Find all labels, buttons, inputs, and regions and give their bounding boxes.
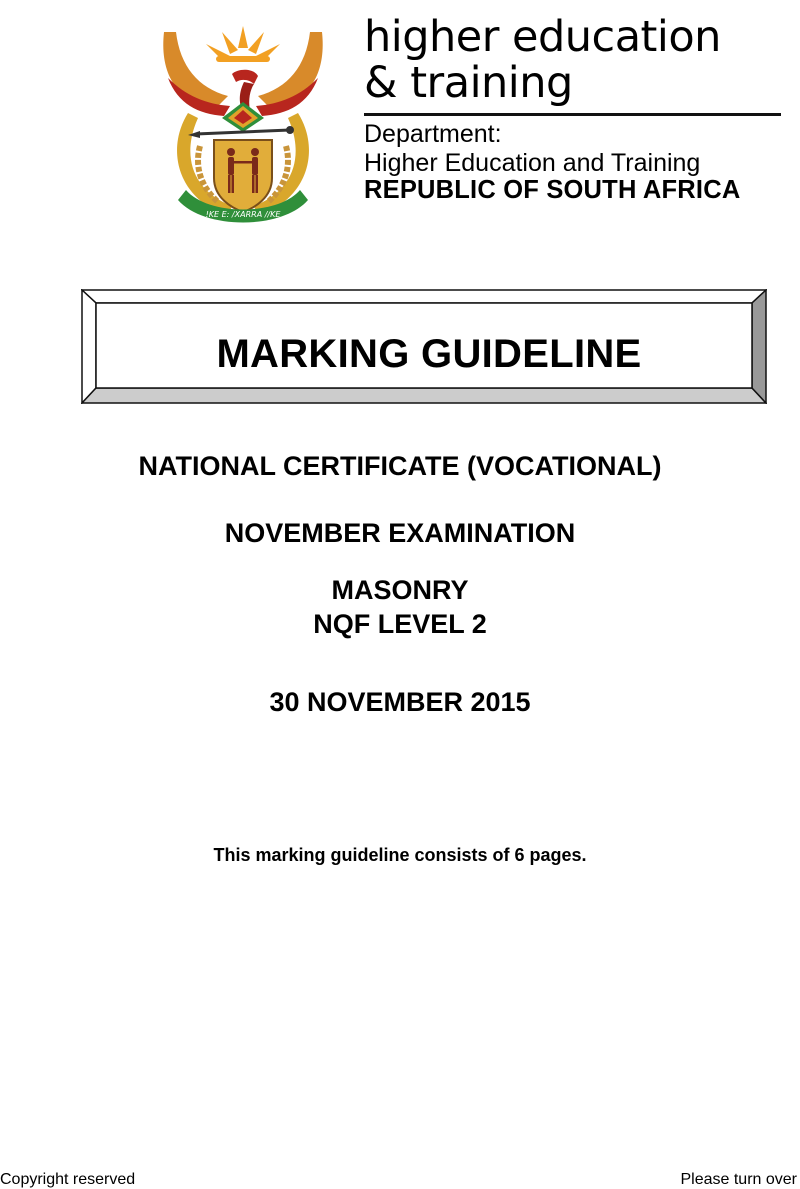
page-count-note: This marking guideline consists of 6 pages. [213, 845, 587, 865]
exam-date: 30 NOVEMBER 2015 [269, 687, 531, 717]
brand-title-line2: & training [364, 58, 573, 108]
brand-divider [364, 113, 781, 116]
footer-copyright: Copyright reserved [0, 1171, 136, 1188]
country-name: REPUBLIC OF SOUTH AFRICA [364, 176, 741, 204]
title-box [81, 289, 767, 404]
certificate-heading: NATIONAL CERTIFICATE (VOCATIONAL) [138, 451, 662, 481]
svg-text:!KE E: /XARRA //KE: !KE E: /XARRA //KE [205, 210, 281, 219]
examination-heading: NOVEMBER EXAMINATION [224, 518, 576, 548]
subject-heading: MASONRY [331, 575, 469, 605]
department-name: Higher Education and Training [364, 149, 701, 177]
brand-title-line1: higher education [364, 12, 721, 62]
document-title: MARKING GUIDELINE [216, 331, 642, 376]
department-label: Department: [364, 120, 502, 148]
level-heading: NQF LEVEL 2 [313, 609, 487, 639]
coat-of-arms-icon [158, 18, 328, 223]
footer-turn-over: Please turn over [680, 1171, 797, 1188]
